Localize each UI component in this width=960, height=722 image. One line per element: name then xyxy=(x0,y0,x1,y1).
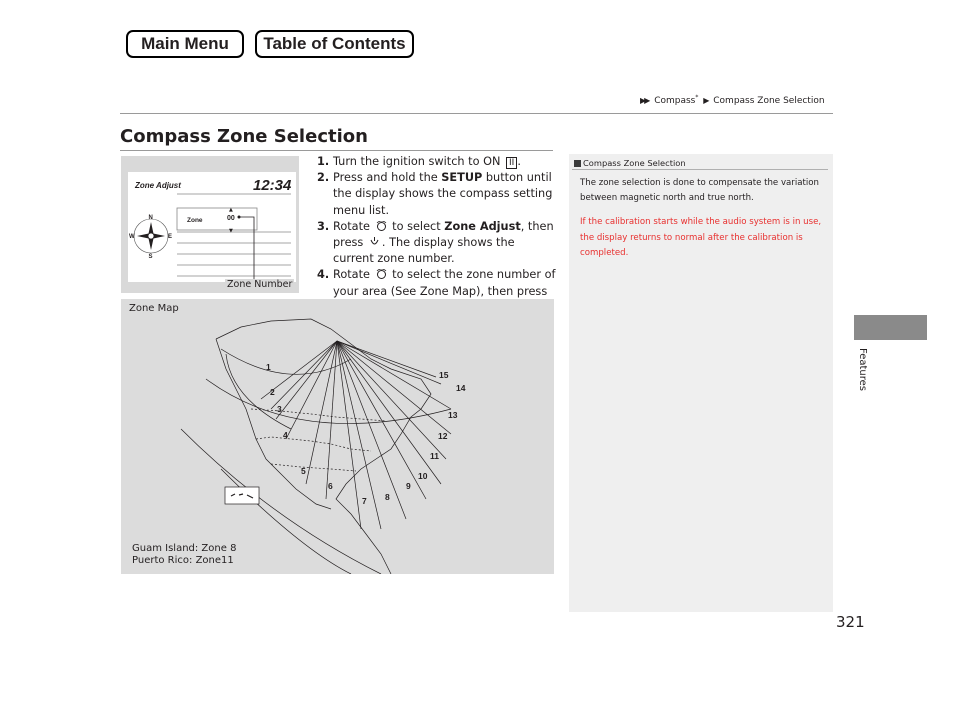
svg-text:E: E xyxy=(168,234,173,240)
display-drawing xyxy=(121,156,299,293)
svg-text:W: W xyxy=(129,234,135,240)
step-4: 4. Rotate to select the zone number of your area (See Zone Map), then press xyxy=(311,267,556,316)
compass-rose-icon xyxy=(129,215,172,260)
page-title: Compass Zone Selection xyxy=(120,126,368,147)
zone-boundary-line xyxy=(326,341,337,499)
zone-boundary-line xyxy=(271,341,337,409)
zone-number-callout: Zone Number xyxy=(227,279,293,290)
note-title[interactable]: Compass Zone Selection xyxy=(574,158,686,168)
section-tab[interactable] xyxy=(854,315,927,340)
main-menu-button[interactable]: Main Menu xyxy=(126,30,244,58)
selector-knob-icon xyxy=(376,221,387,232)
step-3: 3. Rotate to select Zone Adjust, then press . The display shows the current zone number. xyxy=(317,219,554,266)
zone-number-5: 5 xyxy=(301,466,306,476)
zone-number-13: 13 xyxy=(448,410,458,420)
header-rule xyxy=(120,113,833,114)
display-zone-value: 00 xyxy=(227,215,235,222)
zone-number-10: 10 xyxy=(418,471,428,481)
note-icon xyxy=(574,160,581,167)
breadcrumb xyxy=(640,94,825,106)
zone-boundary-line xyxy=(337,341,451,434)
selector-knob-icon xyxy=(376,269,387,280)
zone-boundary-line xyxy=(337,341,436,377)
svg-text:S: S xyxy=(148,254,153,260)
zone-number-12: 12 xyxy=(438,431,448,441)
zone-boundary-line xyxy=(276,341,337,419)
zone-map-label: Zone Map xyxy=(129,303,179,314)
hawaii-inset xyxy=(225,487,259,504)
page-number: 321 xyxy=(836,613,865,631)
note-rule xyxy=(572,169,828,170)
zone-boundary-line xyxy=(337,341,381,529)
zone-number-3: 3 xyxy=(277,404,282,414)
note-body: The zone selection is done to compensate the variation between magnetic north and true north. xyxy=(580,178,819,203)
display-zone-label: Zone xyxy=(187,217,203,224)
zone-number-7: 7 xyxy=(362,496,367,506)
zone-lines xyxy=(261,341,451,529)
step-2: 2. Press and hold the SETUP button until the display shows the compass setting menu list. xyxy=(317,171,553,217)
zone-number-1: 1 xyxy=(266,362,271,372)
zone-number-6: 6 xyxy=(328,481,333,491)
zone-boundary-line xyxy=(337,341,446,459)
section-label: Features xyxy=(857,348,868,391)
map-footnote-guam: Guam Island: Zone 8 xyxy=(132,543,237,554)
zone-number-2: 2 xyxy=(270,387,275,397)
display-heading: Zone Adjust xyxy=(135,181,181,190)
selector-knob-press-icon xyxy=(369,237,380,248)
arrow-up-icon: ▲ xyxy=(229,207,233,213)
step-1: 1. Turn the ignition switch to ON II . xyxy=(317,155,521,168)
zone-boundary-line xyxy=(286,341,337,439)
zone-number-11: 11 xyxy=(430,451,439,461)
ignition-key-icon: II xyxy=(506,157,517,169)
breadcrumb-asterisk: * xyxy=(695,94,699,101)
table-of-contents-button[interactable]: Table of Contents xyxy=(255,30,414,58)
zone-number-4: 4 xyxy=(283,430,288,440)
instruction-steps xyxy=(311,154,556,316)
zone-boundary-line xyxy=(337,341,406,519)
zone-number-15: 15 xyxy=(439,370,449,380)
breadcrumb-arrow-icon: ▶▶ xyxy=(640,96,649,105)
zone-boundary-line xyxy=(337,341,426,499)
title-rule xyxy=(120,150,553,151)
arrow-down-icon: ▼ xyxy=(229,228,233,234)
breadcrumb-compass[interactable]: Compass xyxy=(654,96,696,106)
breadcrumb-arrow-icon: ▶ xyxy=(703,96,708,105)
zone-boundary-line xyxy=(337,341,451,409)
map-footnote-puerto-rico: Puerto Rico: Zone11 xyxy=(132,555,234,566)
zone-number-9: 9 xyxy=(406,481,411,491)
display-time: 12:34 xyxy=(253,177,292,194)
zone-number-14: 14 xyxy=(456,383,466,393)
note-warning: If the calibration starts while the audio system is in use, the display returns to normal after the calibration is completed. xyxy=(580,217,822,258)
svg-text:N: N xyxy=(148,215,153,221)
breadcrumb-current: Compass Zone Selection xyxy=(713,96,825,106)
zone-map xyxy=(121,299,554,574)
zone-number-8: 8 xyxy=(385,492,390,502)
